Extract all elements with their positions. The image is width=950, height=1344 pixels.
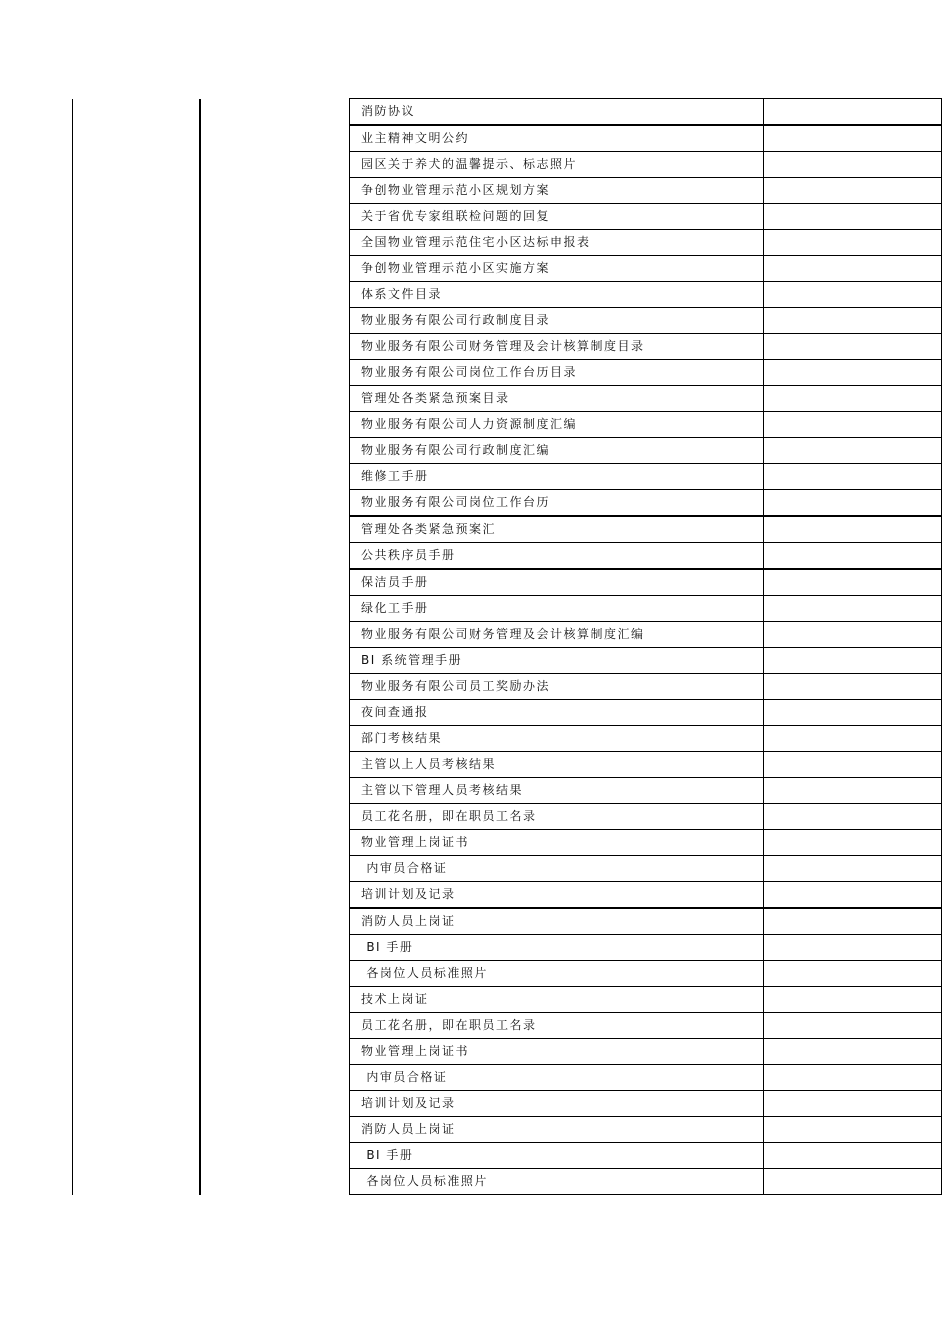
document-list-table (349, 98, 942, 1195)
document-value-cell (764, 804, 942, 830)
document-name-cell: 全国物业管理示范住宅小区达标申报表 (350, 230, 764, 256)
table-row (350, 1013, 942, 1039)
document-value-cell (764, 569, 942, 596)
table-row (350, 412, 942, 438)
document-name-cell: 部门考核结果 (350, 726, 764, 752)
document-name-cell: 争创物业管理示范小区规划方案 (350, 178, 764, 204)
document-name-cell: 主管以下管理人员考核结果 (350, 778, 764, 804)
document-value-cell (764, 178, 942, 204)
table-row (350, 856, 942, 882)
document-name-cell: 业主精神文明公约 (350, 125, 764, 152)
document-value-cell (764, 1169, 942, 1195)
table-row (350, 334, 942, 360)
table-row (350, 464, 942, 490)
table-row (350, 830, 942, 856)
document-name-cell: BI 手册 (350, 935, 764, 961)
document-name-cell: 培训计划及记录 (350, 1091, 764, 1117)
document-value-cell (764, 438, 942, 464)
document-name-cell: 物业服务有限公司财务管理及会计核算制度汇编 (350, 622, 764, 648)
document-value-cell (764, 464, 942, 490)
document-value-cell (764, 935, 942, 961)
document-value-cell (764, 308, 942, 334)
document-name-cell: 各岗位人员标准照片 (350, 961, 764, 987)
document-value-cell (764, 1065, 942, 1091)
document-value-cell (764, 516, 942, 543)
document-value-cell (764, 204, 942, 230)
table-row (350, 935, 942, 961)
document-name-cell: 绿化工手册 (350, 596, 764, 622)
table-row (350, 256, 942, 282)
document-name-cell: BI 系统管理手册 (350, 648, 764, 674)
table-row (350, 386, 942, 412)
table-row (350, 152, 942, 178)
document-name-cell: 物业服务有限公司人力资源制度汇编 (350, 412, 764, 438)
document-name-cell: 员工花名册，即在职员工名录 (350, 804, 764, 830)
document-name-cell: 争创物业管理示范小区实施方案 (350, 256, 764, 282)
table-row (350, 360, 942, 386)
table-row (350, 752, 942, 778)
table-row (350, 178, 942, 204)
document-value-cell (764, 334, 942, 360)
table-row (350, 543, 942, 570)
document-value-cell (764, 674, 942, 700)
table-row (350, 1143, 942, 1169)
table-row (350, 1039, 942, 1065)
document-value-cell (764, 778, 942, 804)
document-name-cell: 内审员合格证 (350, 1065, 764, 1091)
document-name-cell: 公共秩序员手册 (350, 543, 764, 570)
document-value-cell (764, 1039, 942, 1065)
document-name-cell: 园区关于养犬的温馨提示、标志照片 (350, 152, 764, 178)
document-name-cell: 保洁员手册 (350, 569, 764, 596)
table-row (350, 961, 942, 987)
document-name-cell: 物业管理上岗证书 (350, 1039, 764, 1065)
document-name-cell: 主管以上人员考核结果 (350, 752, 764, 778)
document-value-cell (764, 961, 942, 987)
document-value-cell (764, 908, 942, 935)
document-name-cell: 管理处各类紧急预案目录 (350, 386, 764, 412)
column-border-middle (199, 99, 201, 1195)
document-name-cell: 物业管理上岗证书 (350, 830, 764, 856)
document-value-cell (764, 648, 942, 674)
document-value-cell (764, 1143, 942, 1169)
document-value-cell (764, 882, 942, 909)
document-value-cell (764, 856, 942, 882)
document-name-cell: 物业服务有限公司员工奖励办法 (350, 674, 764, 700)
table-row (350, 908, 942, 935)
table-row (350, 700, 942, 726)
table-row (350, 490, 942, 517)
document-name-cell: 体系文件目录 (350, 282, 764, 308)
document-value-cell (764, 1091, 942, 1117)
document-name-cell: 各岗位人员标准照片 (350, 1169, 764, 1195)
document-name-cell: 管理处各类紧急预案汇 (350, 516, 764, 543)
document-name-cell: 消防人员上岗证 (350, 1117, 764, 1143)
table-row (350, 987, 942, 1013)
document-value-cell (764, 152, 942, 178)
document-value-cell (764, 700, 942, 726)
table-row (350, 648, 942, 674)
document-name-cell: 员工花名册，即在职员工名录 (350, 1013, 764, 1039)
document-value-cell (764, 830, 942, 856)
document-name-cell: 消防人员上岗证 (350, 908, 764, 935)
table-body (350, 99, 942, 1195)
document-name-cell: 维修工手册 (350, 464, 764, 490)
table-row (350, 1065, 942, 1091)
document-value-cell (764, 726, 942, 752)
table-row (350, 125, 942, 152)
document-value-cell (764, 386, 942, 412)
document-value-cell (764, 99, 942, 126)
table-row (350, 1169, 942, 1195)
document-value-cell (764, 256, 942, 282)
table-row (350, 778, 942, 804)
document-value-cell (764, 1117, 942, 1143)
table-row (350, 308, 942, 334)
document-value-cell (764, 752, 942, 778)
table-row (350, 882, 942, 909)
table-row (350, 622, 942, 648)
document-name-cell: 消防协议 (350, 99, 764, 126)
document-value-cell (764, 282, 942, 308)
document-value-cell (764, 1013, 942, 1039)
document-name-cell: 关于省优专家组联检问题的回复 (350, 204, 764, 230)
table-row (350, 569, 942, 596)
document-value-cell (764, 543, 942, 570)
document-name-cell: 物业服务有限公司行政制度目录 (350, 308, 764, 334)
document-value-cell (764, 987, 942, 1013)
table-row (350, 804, 942, 830)
table-row (350, 438, 942, 464)
table-row (350, 1091, 942, 1117)
document-name-cell: BI 手册 (350, 1143, 764, 1169)
document-name-cell: 物业服务有限公司财务管理及会计核算制度目录 (350, 334, 764, 360)
document-name-cell: 物业服务有限公司行政制度汇编 (350, 438, 764, 464)
document-name-cell: 内审员合格证 (350, 856, 764, 882)
table-row (350, 674, 942, 700)
document-value-cell (764, 622, 942, 648)
document-value-cell (764, 230, 942, 256)
document-value-cell (764, 125, 942, 152)
table-row (350, 282, 942, 308)
document-name-cell: 物业服务有限公司岗位工作台历 (350, 490, 764, 517)
table-row (350, 230, 942, 256)
table-row (350, 204, 942, 230)
document-name-cell: 夜间查通报 (350, 700, 764, 726)
document-value-cell (764, 360, 942, 386)
table-row (350, 726, 942, 752)
table-row (350, 99, 942, 126)
document-name-cell: 物业服务有限公司岗位工作台历目录 (350, 360, 764, 386)
document-value-cell (764, 596, 942, 622)
table-row (350, 516, 942, 543)
column-border-left (72, 99, 73, 1195)
table-row (350, 1117, 942, 1143)
document-value-cell (764, 412, 942, 438)
document-name-cell: 培训计划及记录 (350, 882, 764, 909)
table-row (350, 596, 942, 622)
document-name-cell: 技术上岗证 (350, 987, 764, 1013)
document-value-cell (764, 490, 942, 517)
